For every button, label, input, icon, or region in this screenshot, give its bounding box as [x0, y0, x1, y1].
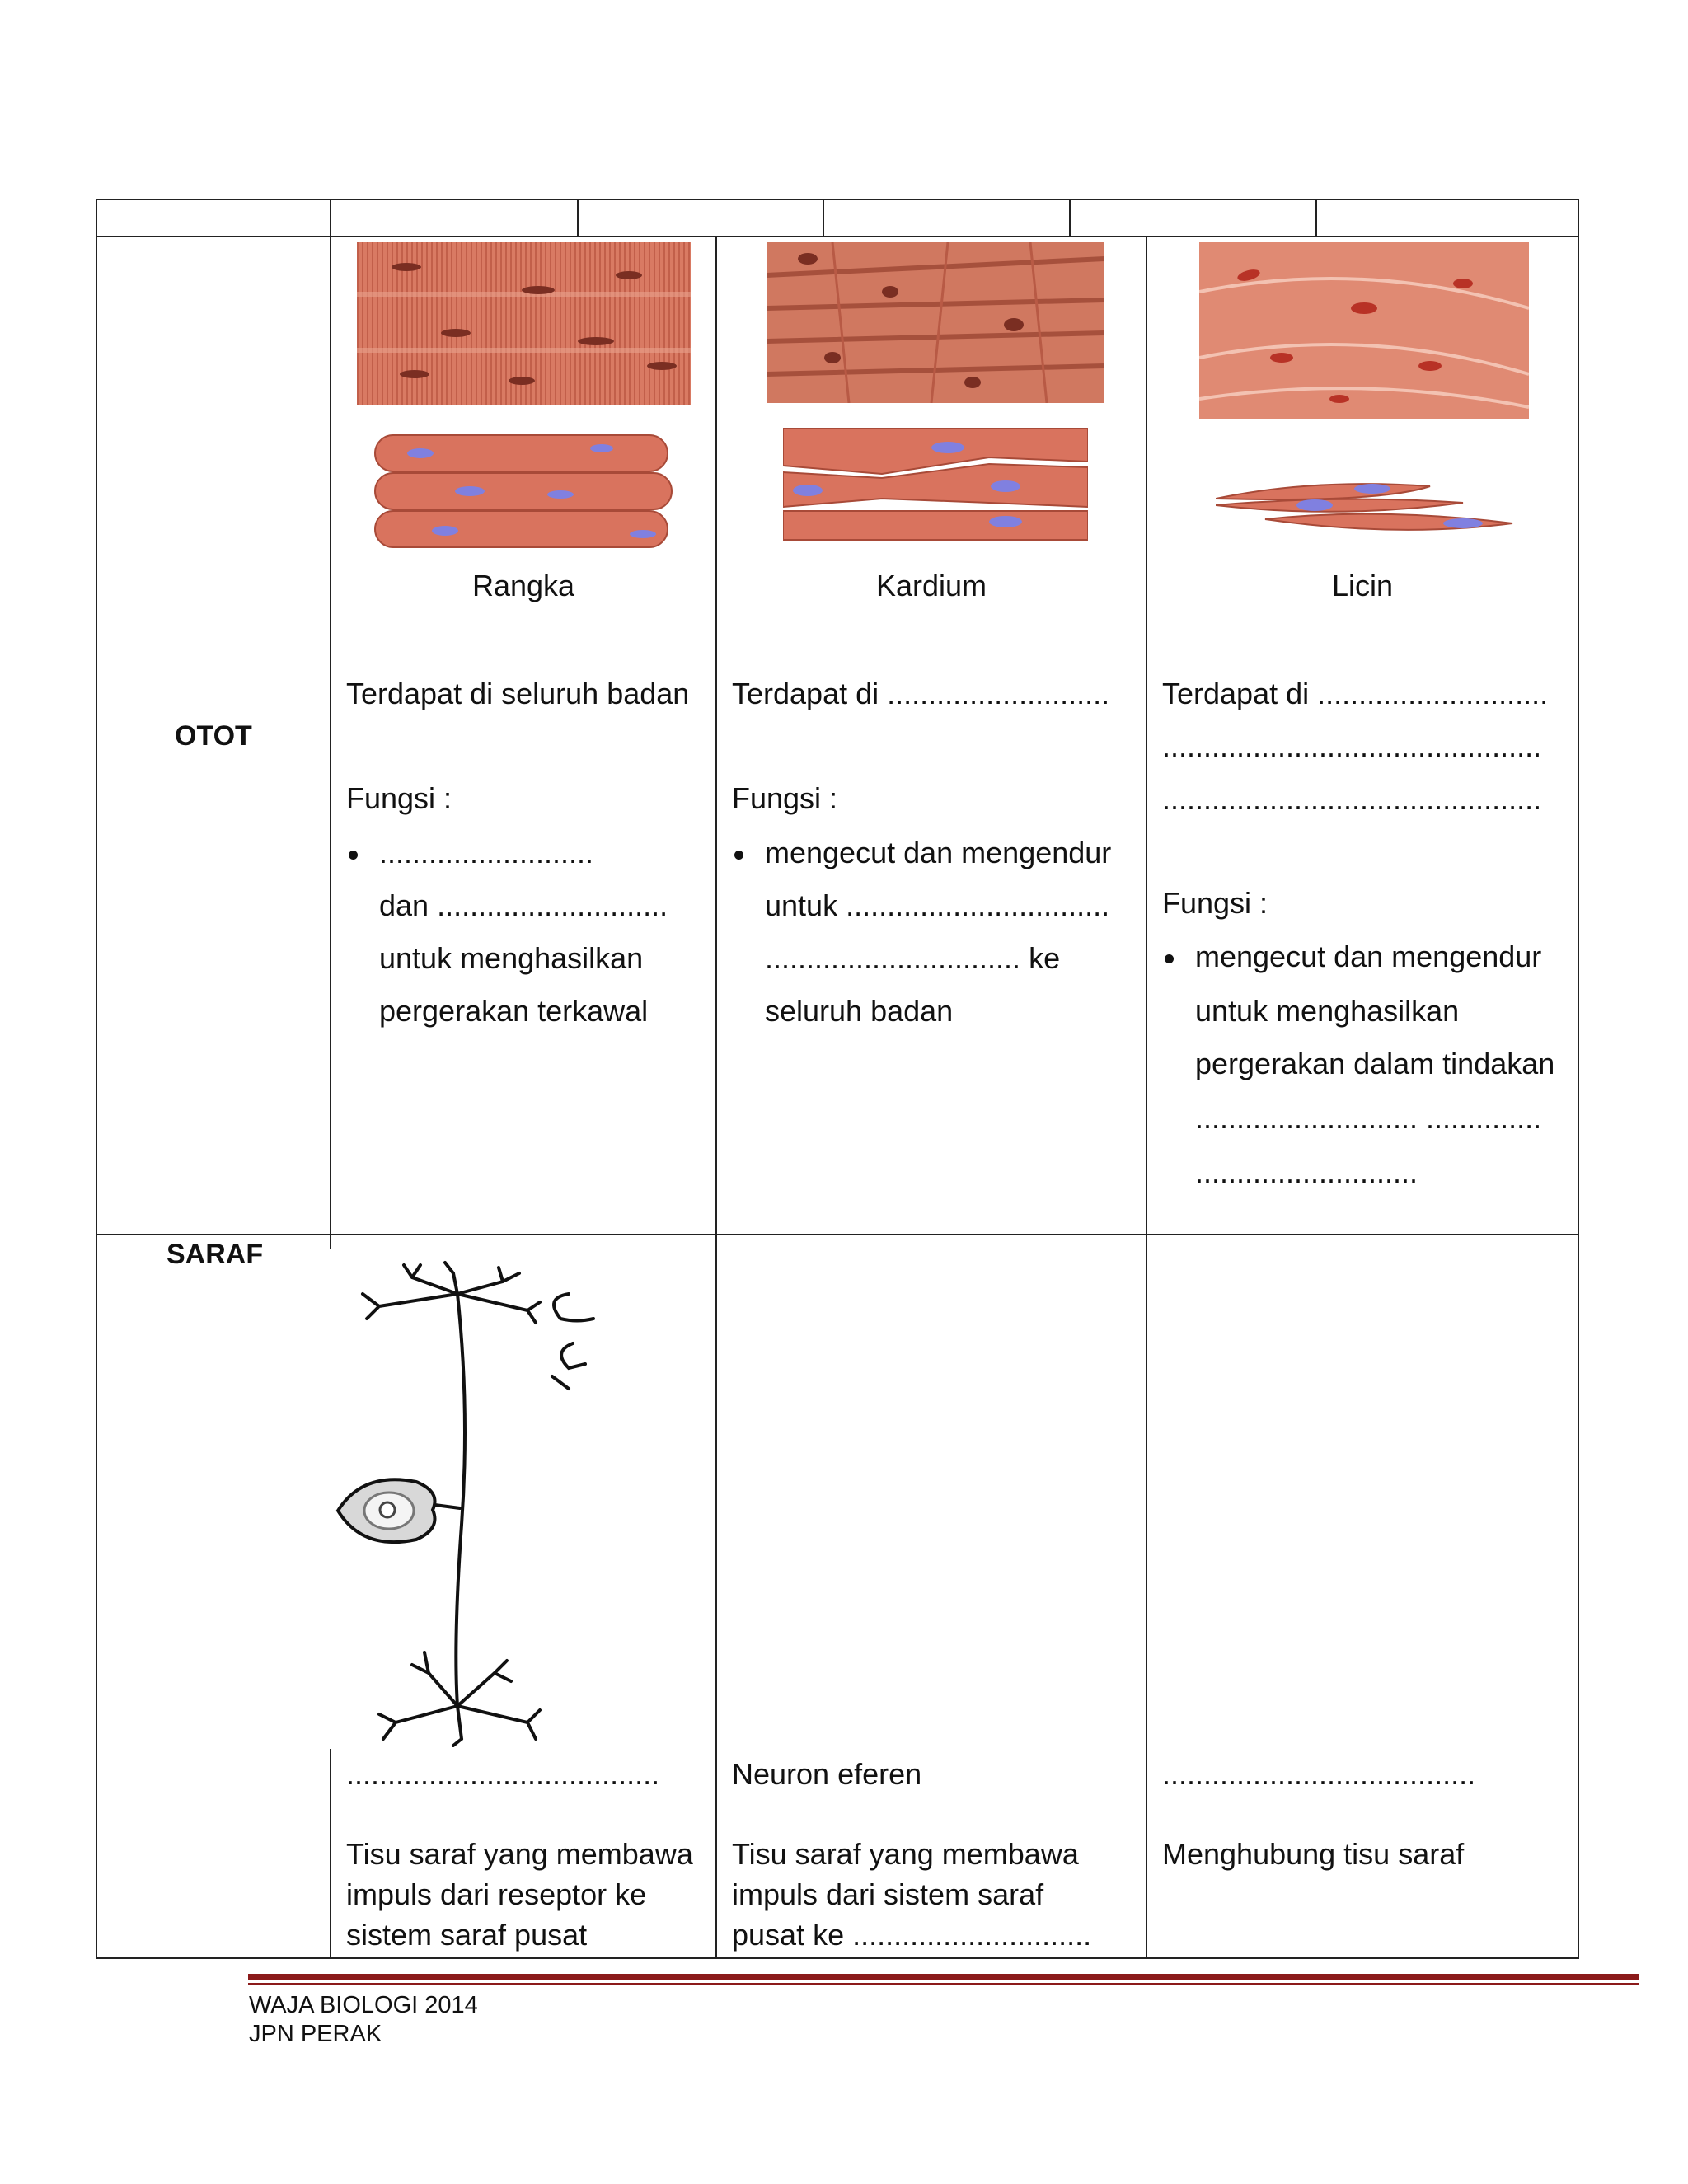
kardium-location: Terdapat di ........................... [732, 677, 1110, 710]
header-divider [1315, 199, 1317, 237]
saraf-col2-name: Neuron eferen [732, 1757, 922, 1791]
kardium-fungsi-label: Fungsi : [732, 781, 838, 815]
bullet-icon [734, 851, 743, 860]
afferent-neuron-drawing [330, 1244, 610, 1747]
bullet-icon [1165, 954, 1174, 963]
header-divider [823, 199, 824, 237]
row-label-otot: OTOT [175, 720, 252, 752]
rangka-fungsi-line: dan ............................ [379, 888, 668, 922]
saraf-col3-desc: Menghubung tisu saraf [1162, 1837, 1465, 1871]
saraf-col2-desc: impuls dari sistem saraf [732, 1877, 1044, 1911]
licin-location-line: .............................................. [1162, 782, 1542, 816]
table-bottom-border [96, 1957, 1579, 1959]
kardium-fungsi-line: ............................... ke [765, 941, 1061, 975]
kardium-fungsi-line: untuk ................................ [765, 888, 1110, 922]
smooth-muscle-cells-drawing [1216, 474, 1521, 544]
header-divider [330, 199, 331, 237]
rangka-fungsi-line: .......................... [379, 836, 594, 869]
footer-rule-thin [248, 1983, 1639, 1985]
saraf-col1-desc: Tisu saraf yang membawa [346, 1837, 693, 1871]
row-label-saraf: SARAF [166, 1239, 264, 1270]
licin-fungsi-line: ........................... .............. [1195, 1101, 1542, 1135]
footer-title: WAJA BIOLOGI 2014 [249, 1992, 478, 2018]
licin-fungsi-line: pergerakan dalam tindakan [1195, 1047, 1555, 1080]
header-divider [577, 199, 579, 237]
licin-fungsi-label: Fungsi : [1162, 886, 1268, 920]
header-divider [1069, 199, 1071, 237]
caption-rangka: Rangka [471, 569, 575, 602]
saraf-col1-desc: impuls dari reseptor ke [346, 1877, 647, 1911]
bullet-icon [349, 851, 358, 860]
table-top-border [96, 199, 1579, 200]
saraf-col2-desc: Tisu saraf yang membawa [732, 1837, 1079, 1871]
rangka-location: Terdapat di seluruh badan [346, 677, 690, 710]
rangka-fungsi-line: untuk menghasilkan [379, 941, 644, 975]
table-header-bottom-border [96, 236, 1579, 237]
saraf-col1-name: ...................................... [346, 1757, 660, 1791]
column-divider [715, 236, 717, 1959]
caption-kardium: Kardium [875, 569, 987, 602]
licin-location-line: .............................................. [1162, 729, 1542, 763]
licin-fungsi-line: ........................... [1195, 1155, 1418, 1189]
column-divider [1146, 236, 1147, 1959]
skeletal-muscle-micrograph [357, 242, 691, 405]
table-left-border [96, 199, 97, 1959]
licin-fungsi-line: untuk menghasilkan [1195, 994, 1460, 1028]
kardium-fungsi-line: seluruh badan [765, 994, 954, 1028]
licin-fungsi-line: mengecut dan mengendur [1195, 940, 1542, 973]
footer-rule-thick [248, 1974, 1639, 1980]
saraf-col2-desc: pusat ke ............................. [732, 1918, 1092, 1952]
cardiac-muscle-fibers-drawing [783, 424, 1088, 544]
cardiac-muscle-micrograph [767, 242, 1104, 403]
table-row-divider [96, 1234, 1579, 1235]
smooth-muscle-micrograph [1199, 242, 1529, 419]
licin-location-line: Terdapat di ............................ [1162, 677, 1549, 710]
skeletal-muscle-fibers-drawing [371, 429, 676, 552]
footer-subtitle: JPN PERAK [249, 2021, 382, 2047]
saraf-col3-name: ...................................... [1162, 1757, 1476, 1791]
column-divider [330, 236, 331, 1249]
column-divider [330, 1749, 331, 1959]
rangka-fungsi-label: Fungsi : [346, 781, 452, 815]
rangka-fungsi-line: pergerakan terkawal [379, 994, 649, 1028]
caption-licin: Licin [1331, 569, 1394, 602]
saraf-col1-desc: sistem saraf pusat [346, 1918, 588, 1952]
table-right-border [1578, 199, 1579, 1959]
kardium-fungsi-line: mengecut dan mengendur [765, 836, 1112, 869]
